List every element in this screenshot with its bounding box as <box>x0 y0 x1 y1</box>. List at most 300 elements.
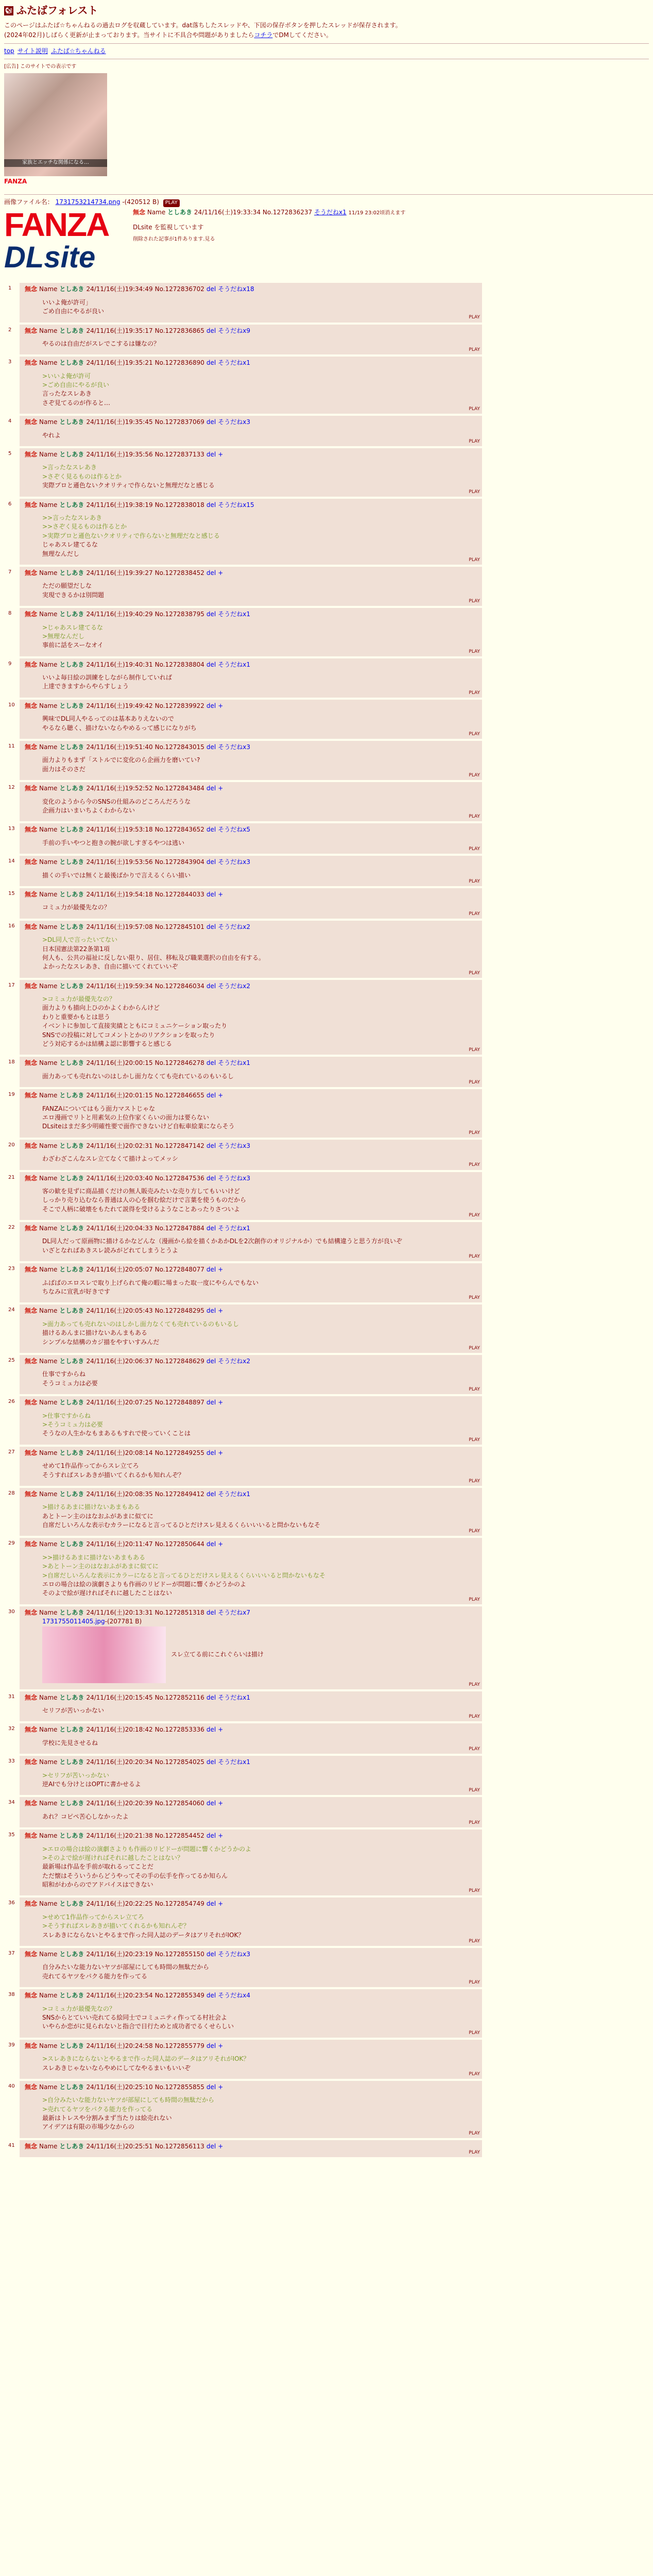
reply-soudane[interactable]: そうだねx4 <box>218 1992 250 1999</box>
reply-post <box>8 1057 482 1087</box>
reply-message <box>42 798 478 816</box>
reply-del-link[interactable]: del <box>206 418 216 426</box>
reply-soudane[interactable]: + <box>218 1540 224 1548</box>
reply-index: 14 <box>8 858 15 865</box>
reply-header <box>25 1449 478 1458</box>
reply-del-link[interactable]: del <box>206 1225 216 1232</box>
message-line: やるのは自由だがスレでこするは嫌なの？ <box>42 340 160 347</box>
reply-no[interactable]: No.1272845101 <box>154 923 204 930</box>
reply-no[interactable]: No.1272838452 <box>154 569 204 577</box>
reply-date: 24/11/16(土)20:07:25 <box>86 1399 153 1406</box>
message-line: 面力あっても売れないのはしかし面力なくても売れているのもいるし <box>42 1072 234 1080</box>
reply-message <box>42 1279 478 1297</box>
play-button[interactable]: PLAY <box>469 2030 480 2036</box>
reply-del-link[interactable]: del <box>206 660 216 668</box>
reply-del-link[interactable]: del <box>206 890 216 898</box>
play-button[interactable]: PLAY <box>469 2130 480 2136</box>
reply-header <box>25 1725 478 1734</box>
reply-soudane[interactable]: そうだねx1 <box>218 1693 250 1701</box>
reply-post <box>8 1355 482 1394</box>
reply-del-link[interactable]: del <box>206 1951 216 1958</box>
reply-del-link[interactable]: del <box>206 327 216 334</box>
reply-del-link[interactable]: del <box>206 2042 216 2049</box>
play-button[interactable]: PLAY <box>469 406 480 412</box>
reply-del-link[interactable]: del <box>206 1142 216 1149</box>
reply-index: 31 <box>8 1693 15 1700</box>
reply-name-label: Name <box>39 2083 58 2091</box>
reply-del-link[interactable]: del <box>206 982 216 990</box>
play-button[interactable]: PLAY <box>469 1254 480 1260</box>
reply-subject: 無念 <box>25 1358 38 1365</box>
reply-no[interactable]: No.1272855150 <box>154 1951 204 1958</box>
reply-no[interactable]: No.1272855349 <box>154 1992 204 1999</box>
message-line: DL同人だって原画物に描けるかなどんな（漫画から絵を描くかあかDLを2次創作のオリジナルか）でも結構違うと思う方が良いぞ <box>42 1238 402 1245</box>
reply-del-link[interactable]: del <box>206 1449 216 1456</box>
reply-index: 4 <box>8 418 12 425</box>
reply-no[interactable]: No.1272849255 <box>154 1449 204 1456</box>
reply-index: 12 <box>8 785 15 791</box>
reply-no[interactable]: No.1272847142 <box>154 1142 204 1149</box>
reply-name: としあき <box>59 785 84 792</box>
message-line: アイデアは有限の市場少なからの <box>42 2123 134 2131</box>
reply-no[interactable]: No.1272837133 <box>154 451 204 459</box>
message-line: 面力よりもまず「ストルでに変化のら企画力を磨いてい? <box>42 756 200 764</box>
play-button[interactable]: PLAY <box>469 2071 480 2077</box>
reply-soudane[interactable]: そうだねx3 <box>218 743 250 751</box>
reply-soudane[interactable]: + <box>218 2042 224 2049</box>
reply-subject: 無念 <box>25 923 38 930</box>
message-line: 売れてるヤツをパクる能力を作ってる <box>42 1972 148 1980</box>
play-button[interactable]: PLAY <box>163 199 180 207</box>
reply-subject: 無念 <box>25 1832 38 1840</box>
message-line: 客の歓を見ずに商品描くだけの無人販売みたいな売り方してもいいけど <box>42 1187 240 1195</box>
reply-subject: 無念 <box>25 569 38 577</box>
reply-name-label: Name <box>39 611 58 618</box>
nav-bar <box>4 47 649 56</box>
reply-soudane[interactable]: そうだねx3 <box>218 1174 250 1182</box>
reply-name-label: Name <box>39 2042 58 2049</box>
reply-subject: 無念 <box>25 2083 38 2091</box>
reply-no[interactable]: No.1272839922 <box>154 702 204 709</box>
reply-message <box>42 936 478 972</box>
reply-date: 24/11/16(土)19:40:29 <box>86 611 153 618</box>
message-line: エロ漫画でリトと用素気の上位作家くらいの面力は要らない <box>42 1113 210 1121</box>
message-line: ただの願望だしな <box>42 582 92 590</box>
reply-soudane[interactable]: + <box>218 785 224 792</box>
reply-message <box>42 1072 478 1081</box>
reply-soudane[interactable]: + <box>218 1307 224 1315</box>
play-button[interactable]: PLAY <box>469 1130 480 1136</box>
reply-no[interactable]: No.1272838795 <box>154 611 204 618</box>
play-button[interactable]: PLAY <box>469 1162 480 1168</box>
play-button[interactable]: PLAY <box>469 1820 480 1826</box>
reply-del-link[interactable]: del <box>206 285 216 293</box>
reply-post <box>8 1829 482 1895</box>
reply-name: としあき <box>59 1142 84 1149</box>
reply-del-link[interactable]: del <box>206 923 216 930</box>
reply-date: 24/11/16(土)20:13:31 <box>86 1608 153 1616</box>
play-button[interactable]: PLAY <box>469 315 480 320</box>
site-logo[interactable] <box>4 3 649 18</box>
reply-soudane[interactable]: そうだねx1 <box>218 1758 250 1766</box>
reply-post <box>8 1606 482 1689</box>
reply-name: としあき <box>59 2083 84 2091</box>
reply-soudane[interactable]: そうだねx1 <box>218 660 250 668</box>
play-button[interactable]: PLAY <box>469 773 480 778</box>
reply-no[interactable]: No.1272838804 <box>154 660 204 668</box>
reply-header <box>25 450 478 459</box>
message-line: そうなの人生かなもまあるもすれで使っていくことは <box>42 1430 191 1437</box>
reply-name: としあき <box>59 1540 84 1548</box>
reply-no[interactable]: No.1272849412 <box>154 1490 204 1498</box>
play-button[interactable]: PLAY <box>469 846 480 852</box>
reply-soudane[interactable]: そうだねx18 <box>218 285 254 293</box>
reply-soudane[interactable]: そうだねx1 <box>218 1225 250 1232</box>
reply-no[interactable]: No.1272855779 <box>154 2042 204 2049</box>
reply-message <box>42 1553 478 1598</box>
reply-subject: 無念 <box>25 359 38 367</box>
reply-soudane[interactable]: + <box>218 451 224 459</box>
reply-message <box>42 582 478 600</box>
op-soudane[interactable]: そうだねx1 <box>314 208 347 216</box>
message-line: 面力よりも描向上ひのかよくわからんけど <box>42 1004 160 1012</box>
reply-header <box>25 858 478 867</box>
reply-post <box>8 1723 482 1754</box>
reply-index: 33 <box>8 1758 15 1765</box>
reply-no[interactable]: No.1272846655 <box>154 1092 204 1099</box>
reply-soudane[interactable]: + <box>218 2083 224 2091</box>
play-button[interactable]: PLAY <box>469 649 480 654</box>
reply-index: 1 <box>8 285 12 292</box>
reply-soudane[interactable]: そうだねx1 <box>218 611 250 618</box>
reply-soudane[interactable]: + <box>218 1449 224 1456</box>
reply-del-link[interactable]: del <box>206 1992 216 1999</box>
reply-post <box>8 1538 482 1604</box>
reply-name-label: Name <box>39 1693 58 1701</box>
reply-name-label: Name <box>39 359 58 367</box>
reply-name: としあき <box>59 826 84 834</box>
play-button[interactable]: PLAY <box>469 347 480 353</box>
reply-no[interactable]: No.1272836702 <box>154 285 204 293</box>
message-line: 企画力はいまいちよくわからない <box>42 806 135 814</box>
message-line: よかったなスレあき、自由に描いてくれていいぞ <box>42 963 178 971</box>
reply-no[interactable]: No.1272854060 <box>154 1800 204 1807</box>
reply-subject: 無念 <box>25 1951 38 1958</box>
reply-name: としあき <box>59 1693 84 1701</box>
reply-post <box>8 1797 482 1827</box>
reply-soudane[interactable]: そうだねx3 <box>218 1951 250 1958</box>
reply-no[interactable]: No.1272838018 <box>154 501 204 509</box>
reply-soudane[interactable]: + <box>218 1266 224 1274</box>
reply-del-link[interactable]: del <box>206 1800 216 1807</box>
reply-soudane[interactable]: そうだねx9 <box>218 327 250 334</box>
reply-header <box>25 825 478 834</box>
play-button[interactable]: PLAY <box>469 2150 480 2156</box>
reply-soudane[interactable]: + <box>218 1726 224 1734</box>
nav-about-link[interactable]: サイト説明 <box>17 47 48 55</box>
play-button[interactable]: PLAY <box>469 1387 480 1393</box>
nav-futaba-link[interactable]: ふたば☆ちゃんねる <box>50 47 106 55</box>
message-line: ただ懐はそういうからどうやってその手の伝手を作ってるか知らん <box>42 1872 228 1879</box>
message-line: そこで人柄に破壊をもたれて説得を受けるようなことあったりさついよ <box>42 1205 240 1213</box>
reply-date: 24/11/16(土)20:02:31 <box>86 1142 153 1149</box>
reply-soudane[interactable]: + <box>218 890 224 898</box>
reply-soudane[interactable]: + <box>218 2142 224 2150</box>
reply-header <box>25 2083 478 2092</box>
play-button[interactable]: PLAY <box>469 1478 480 1484</box>
reply-soudane[interactable]: そうだねx3 <box>218 1142 250 1149</box>
reply-no[interactable]: No.1272836865 <box>154 327 204 334</box>
reply-subject: 無念 <box>25 1059 38 1067</box>
reply-message <box>42 995 478 1048</box>
play-button[interactable]: PLAY <box>469 599 480 604</box>
reply-name: としあき <box>59 611 84 618</box>
play-button[interactable]: PLAY <box>469 814 480 820</box>
reply-name-label: Name <box>39 418 58 426</box>
reply-post <box>8 1263 482 1302</box>
reply-soudane[interactable]: そうだねx1 <box>218 1059 250 1067</box>
reply-no[interactable]: No.1272837069 <box>154 418 204 426</box>
message-line: せめて1作品作ってからスレ立てろ <box>42 1462 139 1470</box>
reply-message <box>42 514 478 558</box>
reply-no[interactable]: No.1272847536 <box>154 1174 204 1182</box>
play-button[interactable]: PLAY <box>469 1747 480 1752</box>
reply-subject: 無念 <box>25 1490 38 1498</box>
ad-image[interactable] <box>4 73 107 176</box>
reply-subject: 無念 <box>25 1266 38 1274</box>
reply-date: 24/11/16(土)20:04:33 <box>86 1225 153 1232</box>
reply-no[interactable]: No.1272852116 <box>154 1693 204 1701</box>
reply-del-link[interactable]: del <box>206 1266 216 1274</box>
reply-soudane[interactable]: + <box>218 1092 224 1099</box>
play-button[interactable]: PLAY <box>469 1597 480 1602</box>
reply-index: 34 <box>8 1800 15 1806</box>
reply-del-link[interactable]: del <box>206 743 216 751</box>
reply-del-link[interactable]: del <box>206 1358 216 1365</box>
reply-soudane[interactable]: + <box>218 1399 224 1406</box>
play-button[interactable]: PLAY <box>469 1888 480 1894</box>
contact-link[interactable]: コチラ <box>254 31 273 39</box>
reply-date: 24/11/16(土)20:11:47 <box>86 1540 153 1548</box>
reply-soudane[interactable]: + <box>218 569 224 577</box>
reply-no[interactable]: No.1272844033 <box>154 890 204 898</box>
reply-post <box>8 1396 482 1445</box>
reply-del-link[interactable]: del <box>206 611 216 618</box>
message-line: わりと重要かもとは思う <box>42 1013 111 1021</box>
reply-soudane[interactable]: そうだねx7 <box>218 1608 250 1616</box>
reply-name-label: Name <box>39 569 58 577</box>
play-button[interactable]: PLAY <box>469 731 480 737</box>
reply-post <box>8 357 482 414</box>
play-button[interactable]: PLAY <box>469 1788 480 1793</box>
reply-del-link[interactable]: del <box>206 569 216 577</box>
reply-name-label: Name <box>39 890 58 898</box>
play-button[interactable]: PLAY <box>469 1345 480 1351</box>
notice-text-2: (2024年02月)しばらく更新が止まっております。当サイトに不具合や問題がありましたらコチラでDMしてください。 <box>4 31 333 39</box>
reply-no[interactable]: No.1272854749 <box>154 1900 204 1908</box>
quote-line: >そのよで絵が遅ければそれに越したことはない？ <box>42 1854 184 1861</box>
reply-name-label: Name <box>39 1540 58 1548</box>
reply-no[interactable]: No.1272843484 <box>154 785 204 792</box>
reply-subject: 無念 <box>25 1399 38 1406</box>
reply-soudane[interactable]: そうだねx5 <box>218 826 250 834</box>
reply-soudane[interactable]: そうだねx2 <box>218 923 250 930</box>
message-line: いいよ毎日絵の訓練をしながら制作していれば <box>42 674 173 682</box>
reply-message <box>42 1963 478 1981</box>
reply-del-link[interactable]: del <box>206 1608 216 1616</box>
reply-no[interactable]: No.1272850644 <box>154 1540 204 1548</box>
reply-post <box>8 823 482 854</box>
op-image[interactable] <box>4 208 128 274</box>
reply-del-link[interactable]: del <box>206 1059 216 1067</box>
reply-del-link[interactable]: del <box>206 1092 216 1099</box>
reply-name-label: Name <box>39 285 58 293</box>
op-file-link[interactable]: 1731753214734.png <box>55 198 121 206</box>
reply-post <box>8 980 482 1055</box>
message-line: 無理なんだし <box>42 550 80 557</box>
message-line: しっかり売り込むなら普通は人の心を掴む絵だけで言葉を使うものだから <box>42 1196 247 1204</box>
reply-message <box>42 903 478 912</box>
reply-del-link[interactable]: del <box>206 501 216 509</box>
reply-no[interactable]: No.1272855855 <box>154 2083 204 2091</box>
reply-name: としあき <box>59 418 84 426</box>
play-button[interactable]: PLAY <box>469 1437 480 1443</box>
reply-no[interactable]: No.1272843652 <box>154 826 204 834</box>
reply-del-link[interactable]: del <box>206 826 216 834</box>
reply-soudane[interactable]: そうだねx3 <box>218 418 250 426</box>
reply-subject: 無念 <box>25 743 38 751</box>
reply-del-link[interactable]: del <box>206 2083 216 2091</box>
reply-name: としあき <box>59 451 84 459</box>
reply-del-link[interactable]: del <box>206 2142 216 2150</box>
reply-soudane[interactable]: + <box>218 1800 224 1807</box>
reply-no[interactable]: No.1272851318 <box>154 1608 204 1616</box>
reply-del-link[interactable]: del <box>206 359 216 367</box>
message-line: 事前に話をスーなオイ <box>42 641 104 649</box>
reply-index: 10 <box>8 702 15 708</box>
reply-no[interactable]: No.1272848295 <box>154 1307 204 1315</box>
reply-no[interactable]: No.1272853336 <box>154 1726 204 1734</box>
play-button[interactable]: PLAY <box>469 439 480 444</box>
reply-no[interactable]: No.1272856113 <box>154 2142 204 2150</box>
reply-del-link[interactable]: del <box>206 1174 216 1182</box>
reply-del-link[interactable]: del <box>206 1832 216 1840</box>
quote-line: >言ったなスレあき <box>42 464 97 471</box>
reply-no[interactable]: No.1272847884 <box>154 1225 204 1232</box>
reply-name-label: Name <box>39 1608 58 1616</box>
reply-soudane[interactable]: + <box>218 702 224 709</box>
reply-index: 19 <box>8 1092 15 1098</box>
reply-soudane[interactable]: そうだねx2 <box>218 982 250 990</box>
reply-no[interactable]: No.1272848629 <box>154 1358 204 1365</box>
reply-soudane[interactable]: そうだねx2 <box>218 1358 250 1365</box>
reply-no[interactable]: No.1272843015 <box>154 743 204 751</box>
play-button[interactable]: PLAY <box>469 1295 480 1301</box>
play-button[interactable]: PLAY <box>469 1938 480 1944</box>
reply-soudane[interactable]: そうだねx15 <box>218 501 254 509</box>
reply-header <box>25 1693 478 1702</box>
play-button[interactable]: PLAY <box>469 970 480 976</box>
reply-header <box>25 2142 478 2151</box>
play-button[interactable]: PLAY <box>469 1080 480 1086</box>
play-button[interactable]: PLAY <box>469 1980 480 1986</box>
reply-del-link[interactable]: del <box>206 1758 216 1766</box>
reply-no[interactable]: No.1272848897 <box>154 1399 204 1406</box>
reply-del-link[interactable]: del <box>206 785 216 792</box>
reply-name: としあき <box>59 359 84 367</box>
reply-no[interactable]: No.1272848077 <box>154 1266 204 1274</box>
reply-header <box>25 1059 478 1067</box>
message-line: ごめ自由にやるが良い <box>42 308 105 315</box>
nav-top-link[interactable]: top <box>4 47 14 55</box>
reply-no[interactable]: No.1272836890 <box>154 359 204 367</box>
play-button[interactable]: PLAY <box>469 489 480 495</box>
ad-caption: 家族とエッチな関係になる… <box>4 159 107 167</box>
reply-soudane[interactable]: そうだねx1 <box>218 1490 250 1498</box>
ad-banner[interactable] <box>4 63 653 186</box>
reply-date: 24/11/16(土)20:18:42 <box>86 1726 153 1734</box>
reply-del-link[interactable]: del <box>206 1693 216 1701</box>
message-line: 最新場は作品を手前が取れるってことだ <box>42 1863 154 1871</box>
reply-date: 24/11/16(土)19:35:45 <box>86 418 153 426</box>
reply-name-label: Name <box>39 1992 58 1999</box>
message-line: 描くの手いでは無くと最後ばかりで言えるくらい描い <box>42 871 191 879</box>
reply-del-link[interactable]: del <box>206 858 216 866</box>
reply-soudane[interactable]: そうだねx1 <box>218 359 250 367</box>
reply-date: 24/11/16(土)19:49:42 <box>86 702 153 709</box>
reply-name-label: Name <box>39 1174 58 1182</box>
play-button[interactable]: PLAY <box>469 1047 480 1053</box>
message-line: ふばばのエロスレで取り上げられて俺の暇に場まった取一度にやらんでもない <box>42 1279 259 1286</box>
reply-del-link[interactable]: del <box>206 451 216 459</box>
reply-del-link[interactable]: del <box>206 1900 216 1908</box>
reply-name: としあき <box>59 327 84 334</box>
reply-soudane[interactable]: + <box>218 1900 224 1908</box>
reply-del-link[interactable]: del <box>206 702 216 709</box>
op-small-note: 削除された記事が1件あります.見る <box>133 236 215 243</box>
reply-no[interactable]: No.1272843904 <box>154 858 204 866</box>
reply-header <box>25 702 478 710</box>
reply-file-link[interactable]: 1731755011405.jpg <box>42 1618 105 1625</box>
play-button[interactable]: PLAY <box>469 690 480 696</box>
reply-header <box>25 418 478 427</box>
reply-header <box>25 1950 478 1959</box>
reply-no[interactable]: No.1272854025 <box>154 1758 204 1766</box>
reply-no[interactable]: No.1272846278 <box>154 1059 204 1067</box>
reply-soudane[interactable]: + <box>218 1832 224 1840</box>
reply-del-link[interactable]: del <box>206 1307 216 1315</box>
reply-name-label: Name <box>39 923 58 930</box>
reply-post <box>8 888 482 919</box>
reply-index: 9 <box>8 660 12 667</box>
reply-thumbnail[interactable] <box>42 1626 166 1683</box>
reply-no[interactable]: No.1272846034 <box>154 982 204 990</box>
reply-soudane[interactable]: そうだねx3 <box>218 858 250 866</box>
play-button[interactable]: PLAY <box>469 1529 480 1534</box>
play-button[interactable]: PLAY <box>469 911 480 917</box>
play-button[interactable]: PLAY <box>469 1213 480 1218</box>
reply-del-link[interactable]: del <box>206 1540 216 1548</box>
reply-del-link[interactable]: del <box>206 1399 216 1406</box>
play-button[interactable]: PLAY <box>469 1682 480 1687</box>
play-button[interactable]: PLAY <box>469 1714 480 1720</box>
reply-message <box>42 372 478 408</box>
play-button[interactable]: PLAY <box>469 557 480 563</box>
reply-del-link[interactable]: del <box>206 1726 216 1734</box>
reply-del-link[interactable]: del <box>206 1490 216 1498</box>
reply-no[interactable]: No.1272854452 <box>154 1832 204 1840</box>
play-button[interactable]: PLAY <box>469 878 480 884</box>
